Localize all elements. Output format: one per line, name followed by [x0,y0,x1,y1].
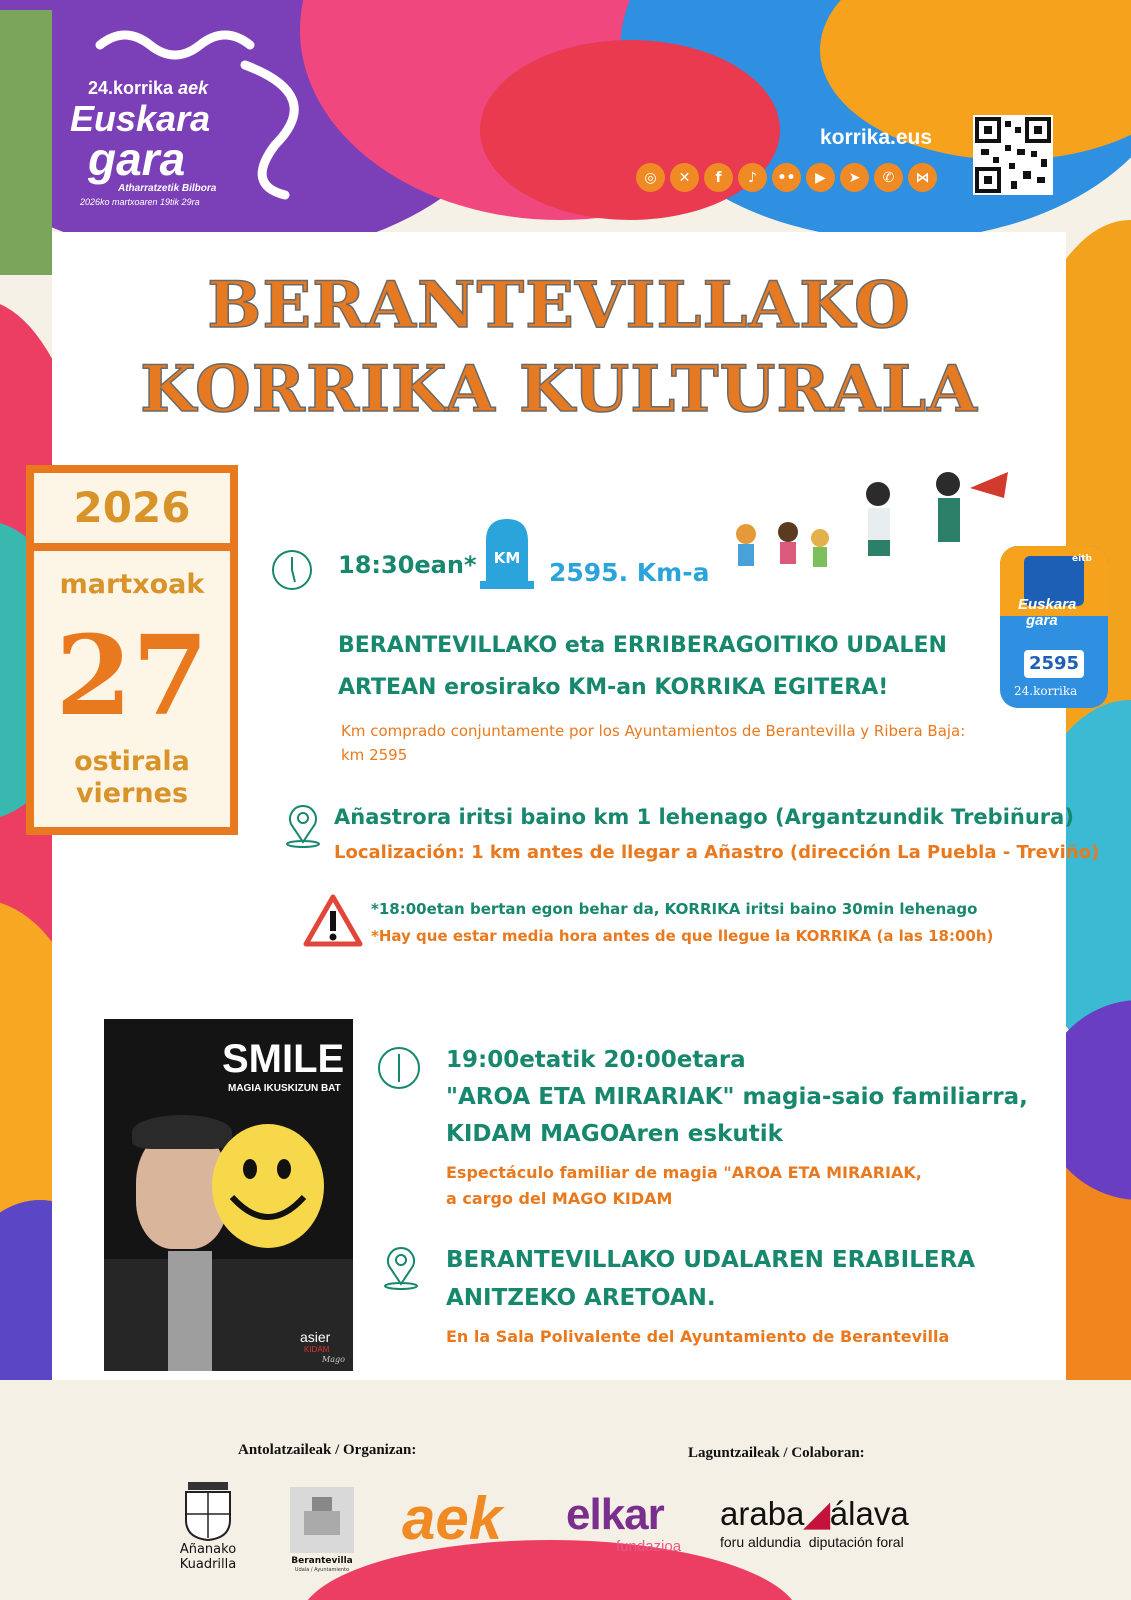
araba-logo: araba◢álava [720,1495,909,1532]
warning-eu: *18:00etan bertan egon behar da, KORRIKA iritsi baino 30min lehenago [371,900,978,918]
side-tab [0,10,52,275]
bib-number: 2595 [1024,650,1084,678]
bib-brand: eitb [1072,554,1092,564]
show-desc-eu-1: "AROA ETA MIRARIAK" magia-saio familiarra, [446,1084,1028,1110]
org1-line2: Kuadrilla [179,1557,237,1572]
alava-text: álava [829,1495,909,1532]
date-weekday-eu: ostirala [74,746,190,777]
flickr-icon[interactable]: •• [772,163,801,192]
date-month: martxoak [59,569,205,600]
run-time: 18:30ean* [338,551,477,579]
run-desc-es-1: Km comprado conjuntamente por los Ayuntamientos de Berantevilla y Ribera Baja: [341,722,966,740]
poster-credit-2: KIDAM [304,1345,330,1354]
bib-footer: 24.korrika [1014,684,1078,698]
berantevilla-logo-icon [290,1487,354,1553]
elkar-sub: fundazioa [616,1538,682,1555]
logo-slogan-1: Euskara [70,98,211,139]
ananako-kuadrilla-name [170,1542,246,1572]
org1-line1: Añanako [179,1542,237,1557]
page-title-line2: KORRIKA KULTURALA [140,352,978,427]
run-location-eu: Añastrora iritsi baino km 1 lehenago (Argantzundik Trebiñura) [334,805,1074,829]
location-pin-icon [381,1244,421,1290]
warning-icon [302,893,364,949]
run-desc-eu-1: BERANTEVILLAKO eta ERRIBERAGOITIKO UDALEN [338,633,947,658]
show-time: 19:00etatik 20:00etara [446,1047,746,1073]
clock-icon [377,1046,421,1090]
show-desc-es-1: Espectáculo familiar de magia "AROA ETA MIRARIAK, [446,1163,922,1182]
bluesky-icon[interactable]: ⋈ [908,163,937,192]
poster-credit-3: Mago [322,1355,345,1364]
logo-edition: 24.korrika aek [88,78,209,98]
instagram-icon[interactable]: ◎ [636,163,665,192]
date-weekday-es: viernes [75,778,189,809]
date-day: 27 [55,611,209,740]
qr-code-icon[interactable] [973,115,1053,195]
km-marker-icon [480,515,534,590]
run-location-es: Localización: 1 km antes de llegar a Añastro (dirección La Puebla - Treviño) [334,842,1100,863]
show-location-eu-1: BERANTEVILLAKO UDALAREN ERABILERA [446,1247,976,1273]
araba-sub [720,1534,904,1550]
bib-text-2: gara [1026,612,1058,629]
logo-dates: 2026ko martxoaren 19tik 29ra [80,197,200,207]
poster-shirt [168,1251,212,1371]
website-link[interactable]: korrika.eus [820,126,933,149]
berantevilla-name: Berantevilla [291,1556,353,1566]
telegram-icon[interactable]: ➤ [840,163,869,192]
runners-illustration-icon [708,458,1018,588]
araba-sub-a: foru aldundia [720,1534,801,1550]
social-icons [636,163,937,192]
date-main [34,551,230,827]
date-box [26,465,238,835]
elkar-logo: elkar [566,1490,664,1539]
date-year: 2026 [34,473,230,543]
location-pin-icon [283,802,323,848]
show-location-es: En la Sala Polivalente del Ayuntamiento de Berantevilla [446,1327,950,1346]
show-desc-eu-2: KIDAM MAGOAren eskutik [446,1121,783,1147]
km-sign-text: KM [493,549,521,567]
run-desc-eu-2: ARTEAN erosirako KM-an KORRIKA EGITERA! [338,675,889,700]
araba-sub-b: diputación foral [808,1534,904,1550]
poster-credit-1: asier [300,1329,331,1345]
facebook-icon[interactable]: f [704,163,733,192]
show-desc-es-2: a cargo del MAGO KIDAM [446,1189,673,1208]
show-location-eu-2: ANITZEKO ARETOAN. [446,1285,716,1311]
run-desc-es-2: km 2595 [341,746,408,764]
logo-route: Atharratzetik Bilbora [118,183,217,194]
page-title-line1: BERANTEVILLAKO [207,268,911,343]
ananako-kuadrilla-logo-icon [180,1480,236,1542]
clock-icon [271,549,313,591]
aek-logo: aek [402,1485,503,1552]
araba-text: araba [720,1495,805,1532]
poster-suit [104,1259,353,1371]
smiley-icon [208,1121,328,1251]
poster-title: SMILE [222,1037,345,1081]
youtube-icon[interactable]: ▶ [806,163,835,192]
berantevilla-sub: Udala / Ayuntamiento [294,1567,350,1573]
tiktok-icon[interactable]: ♪ [738,163,767,192]
run-km: 2595. Km-a [549,558,710,587]
whatsapp-icon[interactable]: ✆ [874,163,903,192]
organizers-label: Antolatzaileak / Organizan: [238,1442,417,1458]
warning-es: *Hay que estar media hora antes de que llegue la KORRIKA (a las 18:00h) [371,927,994,945]
bib-text-1: Euskara [1018,596,1077,613]
show-poster [104,1019,353,1371]
race-bib [1000,546,1108,708]
poster-subtitle: MAGIA IKUSKIZUN BAT [228,1083,341,1094]
logo-slogan-2: gara [88,133,186,185]
collaborators-label: Laguntzaileak / Colaboran: [688,1445,865,1461]
x-icon[interactable]: ✕ [670,163,699,192]
